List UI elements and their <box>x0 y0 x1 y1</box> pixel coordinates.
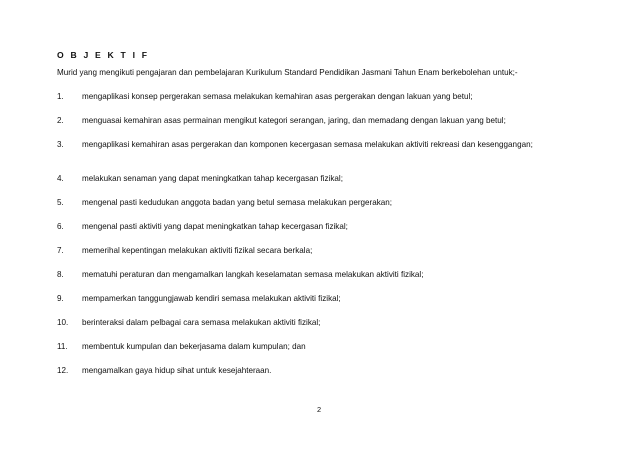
objective-number: 8. <box>57 270 64 279</box>
objective-number: 11. <box>57 342 68 351</box>
objective-text: mengaplikasi kemahiran asas pergerakan dan komponen kecergasan semasa melakukan aktiviti rekreasi dan kesenggangan; <box>82 140 533 149</box>
objective-text: membentuk kumpulan dan bekerjasama dalam kumpulan; dan <box>82 342 306 351</box>
objective-number: 12. <box>57 366 69 375</box>
objective-text: mengenal pasti aktiviti yang dapat meningkatkan tahap kecergasan fizikal; <box>82 222 348 231</box>
objective-text: mengaplikasi konsep pergerakan semasa melakukan kemahiran asas pergerakan dengan lakuan yang betul; <box>82 92 473 101</box>
objective-number: 9. <box>57 294 64 303</box>
objective-text: menguasai kemahiran asas permainan mengikut kategori serangan, jaring, dan memadang dengan lakuan yang betul; <box>82 116 506 125</box>
objective-text: berinteraksi dalam pelbagai cara semasa melakukan aktiviti fizikal; <box>82 318 321 327</box>
objective-text: memerihal kepentingan melakukan aktiviti fizikal secara berkala; <box>82 246 313 255</box>
objective-number: 6. <box>57 222 64 231</box>
objective-number: 2. <box>57 116 64 125</box>
section-heading: O B J E K T I F <box>57 50 150 60</box>
objective-number: 10. <box>57 318 69 327</box>
page-number: 2 <box>316 405 322 414</box>
objective-text: mengenal pasti kedudukan anggota badan yang betul semasa melakukan pergerakan; <box>82 198 393 207</box>
objective-number: 4. <box>57 174 64 183</box>
objective-number: 1. <box>57 92 64 101</box>
objective-text: mempamerkan tanggungjawab kendiri semasa melakukan aktiviti fizikal; <box>82 294 341 303</box>
objective-number: 7. <box>57 246 64 255</box>
objective-text: mematuhi peraturan dan mengamalkan langkah keselamatan semasa melakukan aktiviti fizikal; <box>82 270 424 279</box>
objective-number: 3. <box>57 140 64 149</box>
intro-text: Murid yang mengikuti pengajaran dan pembelajaran Kurikulum Standard Pendidikan Jasmani Tahun Enam berkebolehan untuk;- <box>57 68 518 77</box>
objective-number: 5. <box>57 198 64 207</box>
objective-text: melakukan senaman yang dapat meningkatkan tahap kecergasan fizikal; <box>82 174 343 183</box>
objective-text: mengamalkan gaya hidup sihat untuk kesejahteraan. <box>82 366 272 375</box>
